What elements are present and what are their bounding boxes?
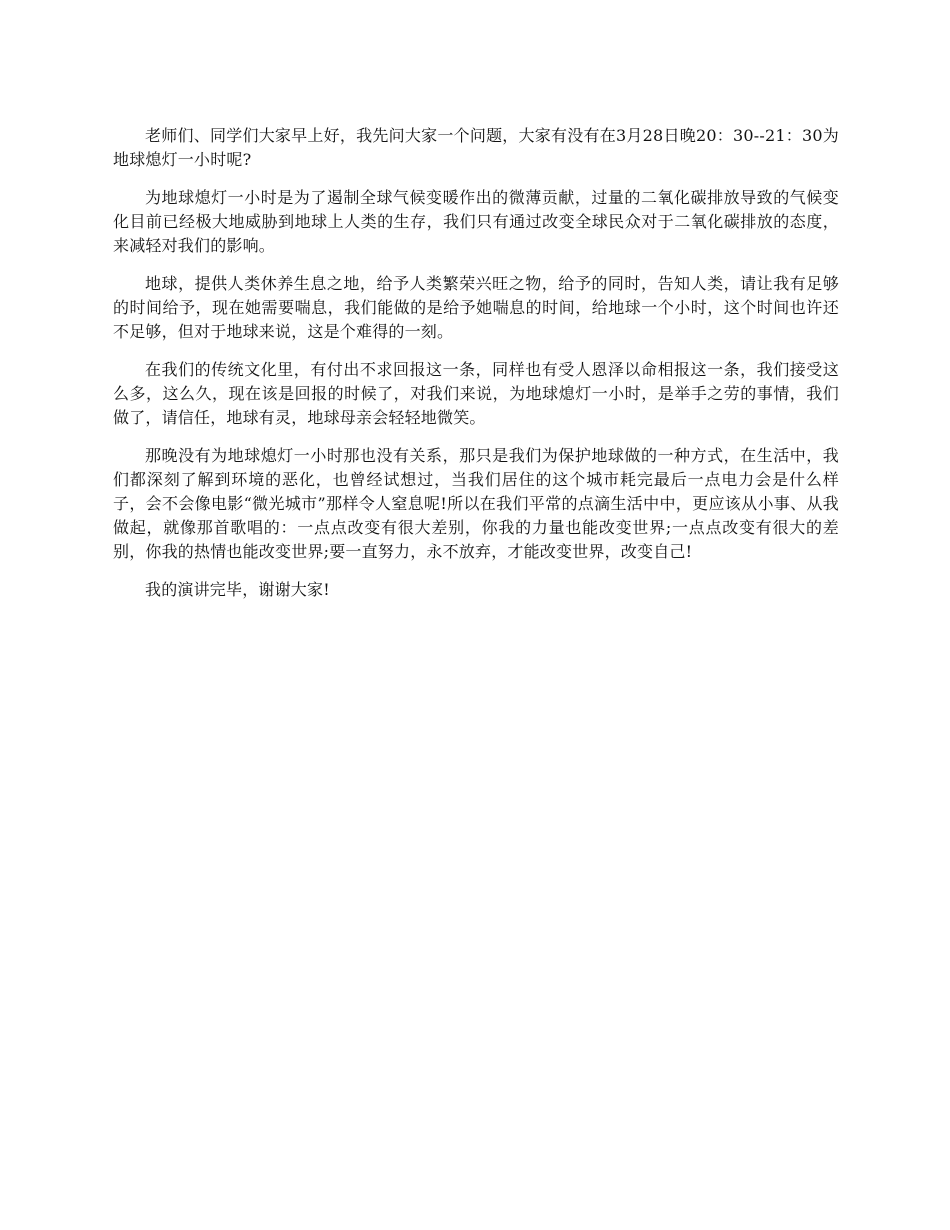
paragraph-2: 为地球熄灯一小时是为了遏制全球气候变暖作出的微薄贡献，过量的二氧化碳排放导致的气候变化目前已经极大地威胁到地球上人类的生存，我们只有通过改变全球民众对于二氧化碳排放的态度，来减轻对我们的影响。: [113, 188, 839, 255]
paragraph-5: 那晚没有为地球熄灯一小时那也没有关系，那只是我们为保护地球做的一种方式，在生活中，我们都深刻了解到环境的恶化，也曾经试想过，当我们居住的这个城市耗完最后一点电力会是什么样子，会不会像电影“微光城市”那样令人窒息呢!所以在我们平常的点滴生活中中，更应该从小事、从我做起，就像那首歌唱的：一点点改变有很大差别，你我的力量也能改变世界;一点点改变有很大的差别，你我的热情也能改变世界;要一直努力，永不放弃，才能改变世界，改变自己!: [113, 446, 839, 561]
speech-body: [113, 124, 839, 616]
paragraph-1: 老师们、同学们大家早上好，我先问大家一个问题，大家有没有在3月28日晚20：30--21：30为地球熄灯一小时呢?: [113, 126, 839, 169]
paragraph-4: 在我们的传统文化里，有付出不求回报这一条，同样也有受人恩泽以命相报这一条，我们接受这么多，这么久，现在该是回报的时候了，对我们来说，为地球熄灯一小时，是举手之劳的事情，我们做了，请信任，地球有灵，地球母亲会轻轻地微笑。: [113, 360, 839, 427]
paragraph-6: 我的演讲完毕，谢谢大家!: [145, 580, 330, 599]
paragraph-3: 地球，提供人类休养生息之地，给予人类繁荣兴旺之物，给予的同时，告知人类，请让我有足够的时间给予，现在她需要喘息，我们能做的是给予她喘息的时间，给地球一个小时，这个时间也许还不足够，但对于地球来说，这是个难得的一刻。: [113, 274, 839, 341]
